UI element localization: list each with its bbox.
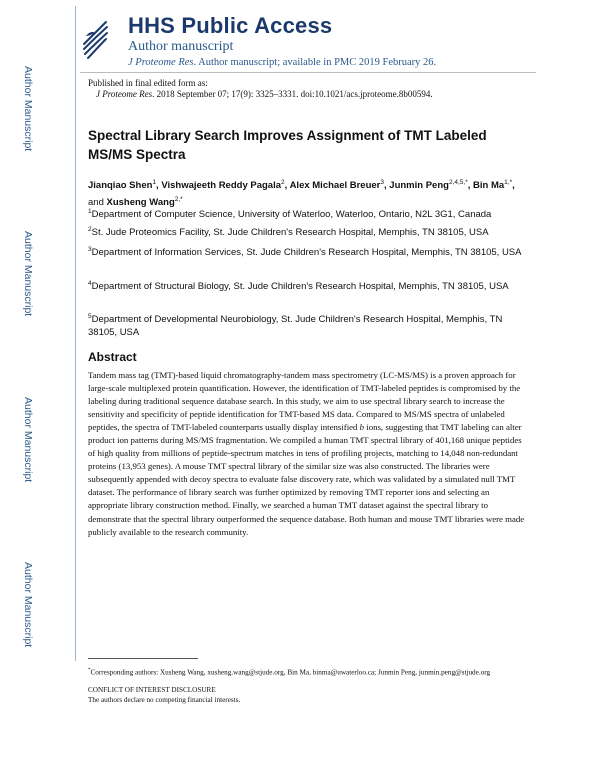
author-name: Bin Ma (473, 180, 505, 192)
sidebar-divider (75, 6, 76, 661)
affiliation (88, 243, 528, 259)
author-list: Jianqiao Shen$^1$, Vishwajeeth Reddy Pagala$^2$, Alex Michael Breuer$^3$, Junmin Peng$^{2,4,5,*}$, Bin $Ma^{1,*}$, and Xusheng Wang$^{2,*}$ (88, 179, 515, 209)
corresponding-text: Corresponding authors: Xusheng Wang, xusheng.wang@stjude.org, Bin Ma, binma@uwaterloo.ca; Junmin Peng, junmin.peng@stjude.org (90, 668, 491, 677)
author-affiliation-ref: 1,* (504, 179, 513, 186)
sidebar-author-manuscript-label: Author Manuscript (22, 231, 34, 317)
author-manuscript-subtitle: Author manuscript (128, 39, 234, 54)
journal-name: J Proteome Res (128, 57, 194, 68)
author-name: Xusheng Wang (106, 197, 175, 209)
sidebar-author-manuscript-label: Author Manuscript (22, 562, 34, 648)
sidebar-author-manuscript-label: Author Manuscript (22, 397, 34, 483)
affiliation-text: Department of Structural Biology, St. Jude Children's Research Hospital, Memphis, TN 38105, USA (91, 281, 509, 293)
hhs-public-access-title: HHS Public Access (128, 13, 333, 38)
footnote-divider (88, 658, 198, 659)
abstract-italic: b (359, 422, 365, 433)
citation-text: . 2018 September 07; 17(9): 3325–3331. doi:10.1021/acs.jproteome.8b00594. (152, 89, 433, 99)
affiliation-number: 5 (88, 313, 92, 320)
affiliation-number: 3 (88, 246, 92, 253)
author-name: Vishwajeeth Reddy Pagala (161, 180, 281, 192)
author-affiliation-ref: 2,4,5,* (448, 179, 468, 186)
hhs-eagle-logo-icon (80, 14, 110, 60)
author-affiliation-ref: 2,* (174, 196, 183, 204)
affiliation-number: 1 (88, 208, 92, 215)
published-label: Published in final edited form as: (88, 78, 208, 88)
affiliation (88, 277, 528, 293)
affiliation-number: 4 (88, 280, 92, 287)
affiliation-number: 2 (88, 226, 92, 233)
and-conjunction: and (88, 197, 104, 209)
header-divider (80, 72, 536, 73)
author-name: Jianqiao Shen (88, 180, 153, 192)
abstract-text: Tandem mass tag (TMT)-based liquid chromatography-tandem mass spectrometry (LC-MS/MS) is a proven approach for large-scale multiplexed protein quantification. However, the identification of TMT-labeled peptides is compromised by the labeling during traditional sequence database search. In this study, we aim to use spectral library search to increase the sensitivity and specificity of peptide identification for TMT-based MS data. Compared to MS/MS spectra of unlabeled peptides, the spectra of TMT-labeled counterparts usually display intensified (88, 370, 521, 433)
affiliation-text: Department of Developmental Neurobiology, St. Jude Children's Research Hospital, Memphis, TN 38105, USA (88, 314, 503, 339)
author-name: Alex Michael Breuer (289, 180, 381, 192)
availability-text: . Author manuscript; available in PMC 2019 February 26. (193, 57, 437, 68)
affiliation (88, 205, 528, 221)
abstract-heading: Abstract (88, 350, 137, 364)
affiliation-text: Department of Information Services, St. Jude Children's Research Hospital, Memphis, TN 38105, USA (91, 247, 522, 259)
abstract-body (88, 369, 528, 539)
affiliation (88, 310, 528, 339)
abstract-text: ions, suggesting that TMT labeling can alter product ion patterns during MS/MS fragmentation. We compiled a human TMT spectral library of 401,168 unique peptides of high quality from millions of peptide-spectrum matches in tens of profiling projects, matching to 14,048 non-redundant proteins (13,953 genes). A mouse TMT spectral library of the similar size was also constructed. The libraries were subsequently appended with decoy spectra to evaluate false discovery rate, which was validated by a simulated null TMT dataset. The performance of library search was further optimized by removing TMT reporter ions and selecting an appropriate library construction method. Finally, we searched a human TMT dataset against the spectral library to demonstrate that the spectral library outperformed the sequence database. Both human and mouse TMT libraries were made publicly available to the research community. (88, 422, 525, 537)
author-affiliation-ref: 3 (380, 179, 385, 186)
author-affiliation-ref: 1 (152, 179, 157, 186)
author-affiliation-ref: 2 (281, 179, 285, 186)
affiliation-text: Department of Computer Science, University of Waterloo, Waterloo, Ontario, N2L 3G1, Canada (91, 209, 492, 221)
corresponding-footnote: *Corresponding authors: Xusheng Wang, xusheng.wang@stjude.org, Bin Ma, binma@uwaterloo.ca; Junmin Peng, junmin.peng@stjude.org (88, 668, 491, 677)
affiliation (88, 223, 528, 239)
availability-line (128, 57, 436, 68)
citation-journal: J Proteome Res (96, 89, 153, 99)
citation-line (96, 89, 433, 99)
affiliation-text: St. Jude Proteomics Facility, St. Jude Children's Research Hospital, Memphis, TN 38105, USA (91, 227, 489, 239)
article-title: Spectral Library Search Improves Assignment of TMT Labeled MS/MS Spectra (88, 128, 487, 162)
sidebar-author-manuscript-label: Author Manuscript (22, 66, 34, 152)
coi-text: The authors declare no competing financial interests. (88, 696, 241, 704)
coi-heading: CONFLICT OF INTEREST DISCLOSURE (88, 686, 216, 694)
author-name: Junmin Peng (389, 180, 449, 192)
